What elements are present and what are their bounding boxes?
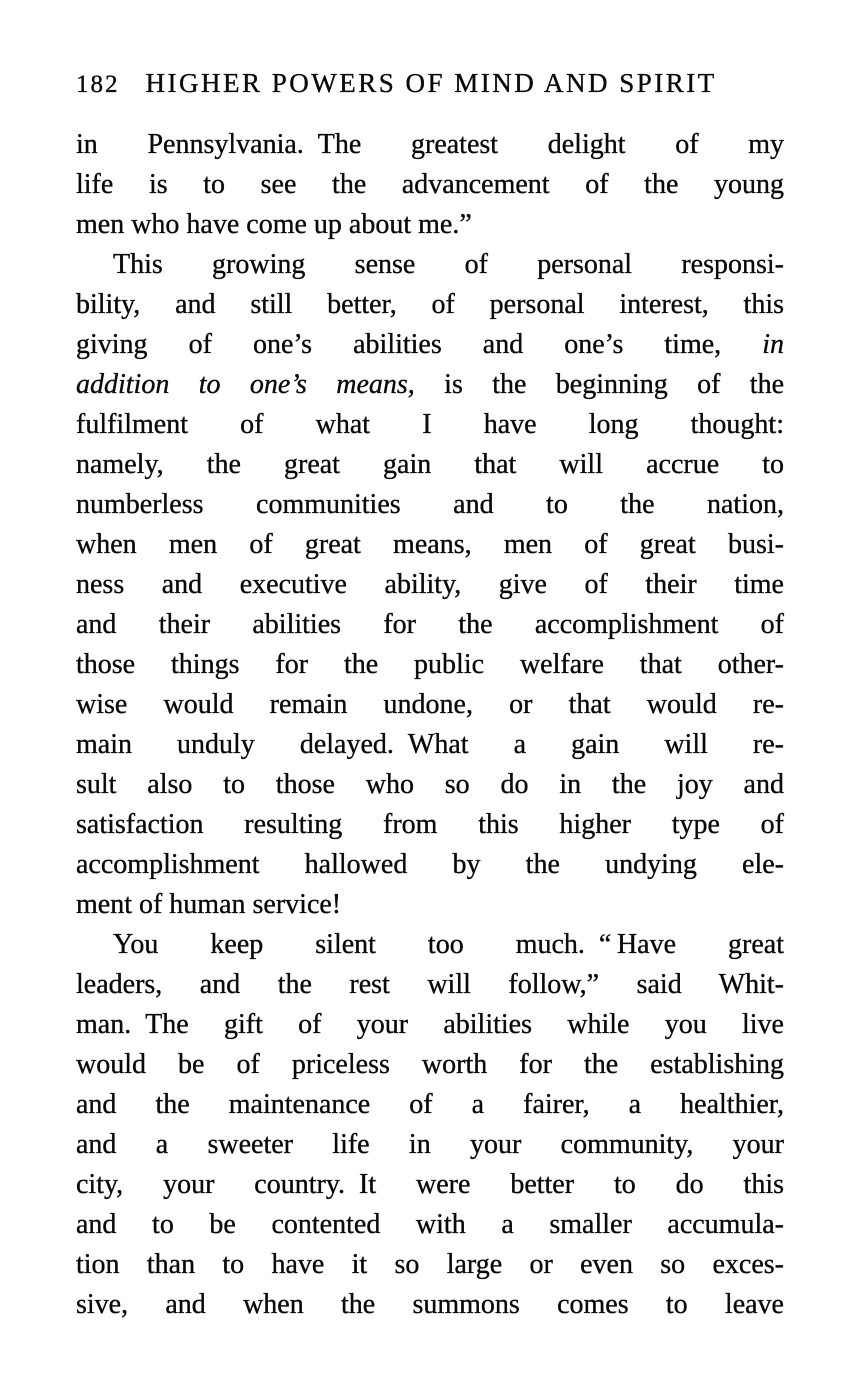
- text-line: [76, 765, 784, 805]
- text-segment: is the beginning of the: [414, 369, 785, 400]
- text-segment: ment of human service!: [76, 889, 342, 920]
- text-line: [76, 725, 784, 765]
- text-line: [76, 925, 784, 965]
- text-line: [76, 245, 784, 285]
- text-segment: accomplishment hallowed by the undying ele-: [76, 849, 784, 880]
- text-line: [76, 1045, 784, 1085]
- text-line: [76, 165, 784, 205]
- text-segment: and to be contented with a smaller accumula-: [76, 1209, 784, 1240]
- text-segment: and the maintenance of a fairer, a healthier,: [76, 1089, 784, 1120]
- text-segment: leaders, and the rest will follow,” said Whit-: [76, 969, 784, 1000]
- text-segment: when men of great means, men of great busi-: [76, 529, 784, 560]
- text-line: [76, 125, 784, 165]
- text-line: [76, 1205, 784, 1245]
- text-line: [76, 885, 784, 925]
- text-line: [76, 325, 784, 365]
- text-line: [76, 525, 784, 565]
- text-segment: giving of one’s abilities and one’s time,: [76, 329, 763, 360]
- text-line: [76, 1125, 784, 1165]
- text-segment: would be of priceless worth for the establishing: [76, 1049, 784, 1080]
- text-line: [76, 685, 784, 725]
- text-line: [76, 965, 784, 1005]
- text-line: [76, 1085, 784, 1125]
- text-segment: satisfaction resulting from this higher type of: [76, 809, 784, 840]
- text-segment: ness and executive ability, give of their time: [76, 569, 784, 600]
- text-line: [76, 365, 784, 405]
- page-header: [76, 68, 786, 99]
- text-segment: fulfilment of what I have long thought:: [76, 409, 784, 440]
- text-segment: sult also to those who so do in the joy and: [76, 769, 784, 800]
- paragraph: [76, 925, 784, 1325]
- text-segment: in Pennsylvania. The greatest delight of my: [76, 129, 784, 160]
- text-line: [76, 845, 784, 885]
- text-line: [76, 445, 784, 485]
- text-line: [76, 285, 784, 325]
- text-line: [76, 405, 784, 445]
- text-segment: numberless communities and to the nation,: [76, 489, 784, 520]
- text-line: [76, 805, 784, 845]
- text-line: [76, 205, 784, 245]
- page-number: 182: [76, 71, 120, 98]
- text-line: [76, 565, 784, 605]
- text-line: [76, 1165, 784, 1205]
- text-segment: those things for the public welfare that other-: [76, 649, 784, 680]
- text-segment: This growing sense of personal responsi-: [113, 249, 784, 280]
- italic-text-segment: in: [762, 329, 784, 360]
- text-segment: and their abilities for the accomplishment of: [76, 609, 784, 640]
- text-segment: and a sweeter life in your community, your: [76, 1129, 784, 1160]
- text-line: [76, 1245, 784, 1285]
- text-line: [76, 1285, 784, 1325]
- text-line: [76, 605, 784, 645]
- text-segment: main unduly delayed. What a gain will re-: [76, 729, 784, 760]
- text-segment: tion than to have it so large or even so exces-: [76, 1249, 784, 1280]
- text-segment: namely, the great gain that will accrue to: [76, 449, 784, 480]
- paragraph: [76, 125, 784, 245]
- paragraph: [76, 245, 784, 925]
- text-line: [76, 1005, 784, 1045]
- text-line: [76, 485, 784, 525]
- text-segment: life is to see the advancement of the young: [76, 169, 784, 200]
- text-segment: city, your country. It were better to do this: [76, 1169, 784, 1200]
- text-segment: You keep silent too much. “ Have great: [113, 929, 784, 960]
- text-segment: bility, and still better, of personal interest, this: [76, 289, 784, 320]
- text-line: [76, 645, 784, 685]
- text-segment: wise would remain undone, or that would re-: [76, 689, 784, 720]
- running-title: HIGHER POWERS OF MIND AND SPIRIT: [145, 68, 717, 98]
- italic-text-segment: addition to one’s means,: [76, 369, 415, 400]
- text-segment: sive, and when the summons comes to leave: [76, 1289, 784, 1320]
- text-segment: men who have come up about me.”: [76, 209, 472, 240]
- text-segment: man. The gift of your abilities while you live: [76, 1009, 784, 1040]
- text-block: [76, 125, 784, 1325]
